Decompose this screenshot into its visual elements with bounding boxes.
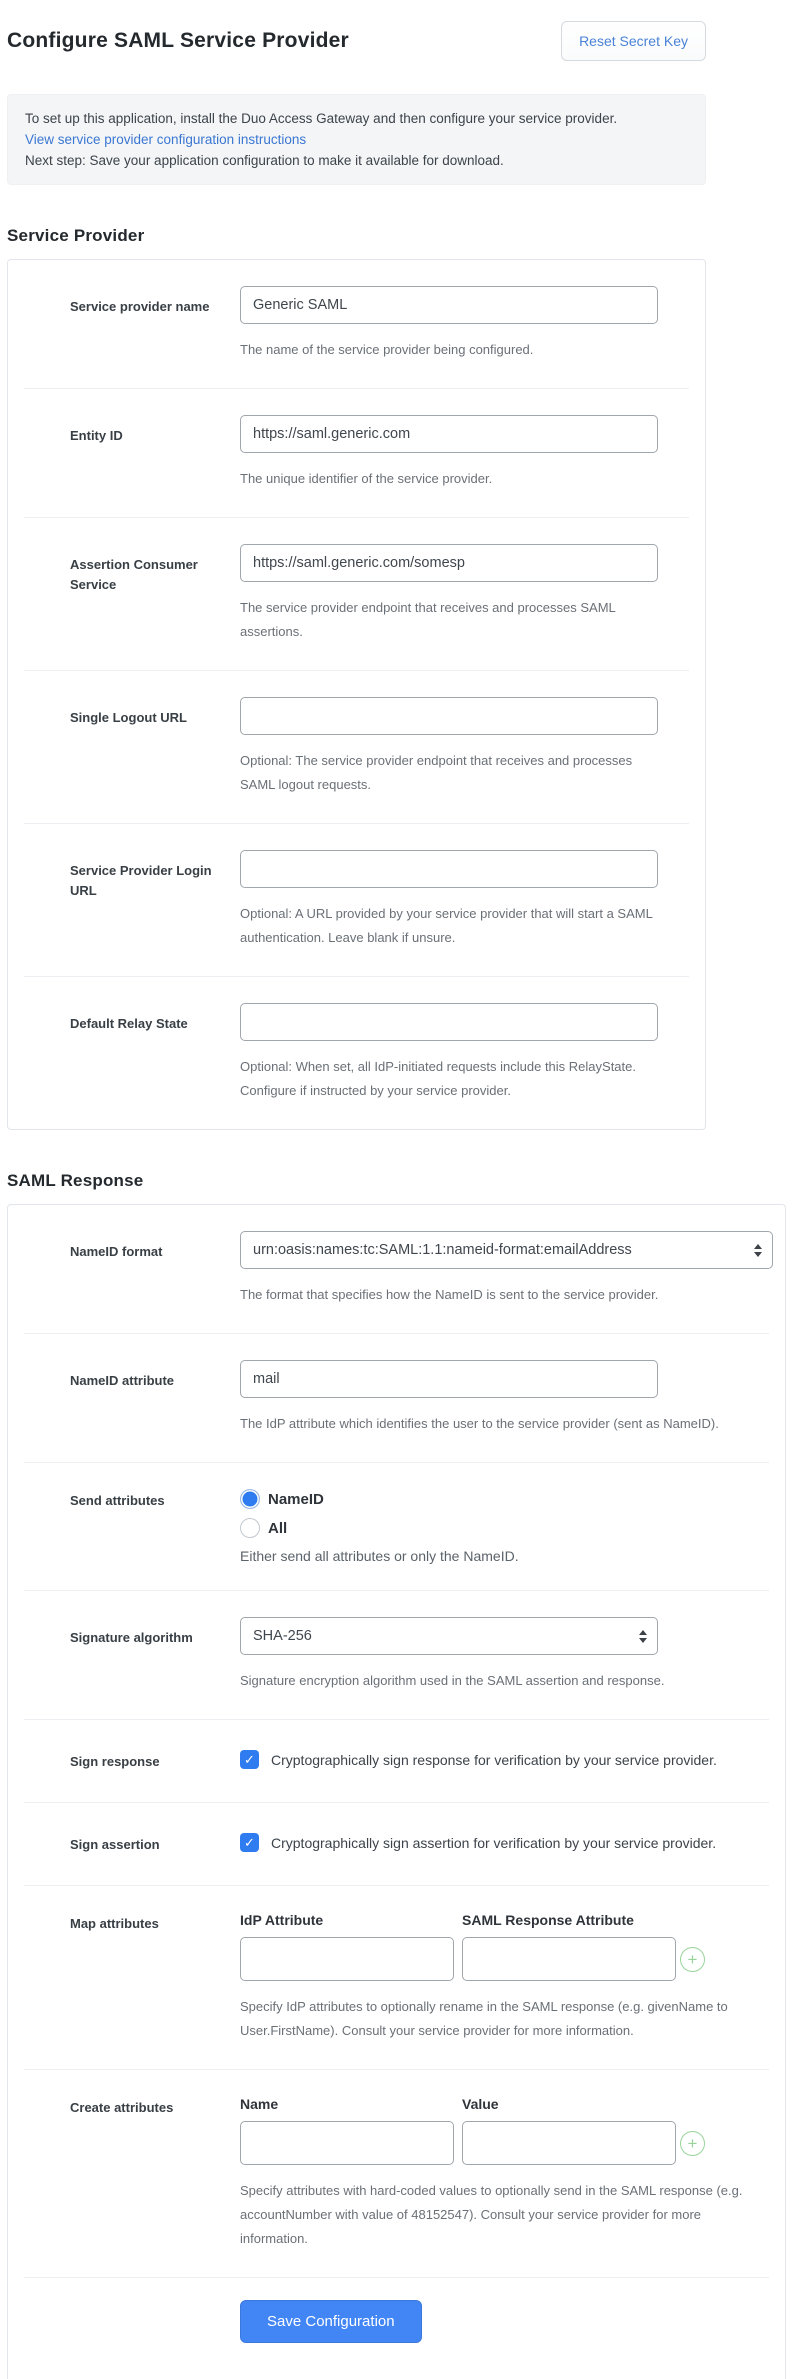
- field-row-sign-assertion: [24, 1803, 769, 1886]
- select-up-down-icon: [639, 1630, 647, 1643]
- check-icon: ✓: [244, 1834, 255, 1850]
- nameid-format-help: The format that specifies how the NameID is sent to the service provider.: [240, 1287, 659, 1302]
- view-instructions-link[interactable]: View service provider configuration instructions: [25, 132, 307, 147]
- signature-algorithm-label: Signature algorithm: [70, 1630, 193, 1645]
- page-header: [7, 21, 706, 61]
- saml-response-card: [7, 1204, 786, 2379]
- field-row-entity-id: [24, 389, 689, 518]
- service-provider-login-url-label: Service Provider Login URL: [70, 863, 212, 899]
- field-row-service-provider-login-url: [24, 824, 689, 977]
- send-attributes-option-all[interactable]: [240, 1518, 769, 1538]
- map-attributes-col1-header: IdP Attribute: [240, 1912, 324, 1929]
- sign-response-checkbox[interactable]: [240, 1750, 259, 1769]
- plus-icon: +: [687, 2133, 698, 2153]
- info-line-2: Next step: Save your application configuration to make it available for download.: [25, 153, 504, 168]
- create-attributes-value-input[interactable]: [462, 2121, 676, 2165]
- create-attributes-name-input[interactable]: [240, 2121, 454, 2165]
- send-attributes-option-nameid[interactable]: [240, 1489, 769, 1509]
- check-icon: ✓: [244, 1751, 255, 1767]
- nameid-attribute-input[interactable]: [240, 1360, 658, 1398]
- save-row: [24, 2278, 769, 2379]
- radio-selected-icon[interactable]: [240, 1489, 260, 1509]
- service-provider-login-url-input[interactable]: [240, 850, 658, 888]
- map-attributes-saml-input[interactable]: [462, 1937, 676, 1981]
- info-line-1: To set up this application, install the Duo Access Gateway and then configure your service provider.: [25, 111, 618, 126]
- save-configuration-button[interactable]: Save Configuration: [240, 2300, 422, 2343]
- nameid-format-label: NameID format: [70, 1244, 163, 1259]
- service-provider-card: [7, 259, 706, 1130]
- sign-assertion-checkbox[interactable]: [240, 1833, 259, 1852]
- field-row-service-provider-name: [24, 260, 689, 389]
- saml-config-page: [0, 21, 793, 2379]
- service-provider-heading: Service Provider: [7, 226, 145, 245]
- field-row-map-attributes: [24, 1886, 769, 2070]
- field-row-nameid-format: [24, 1205, 769, 1334]
- nameid-format-select[interactable]: [240, 1231, 773, 1269]
- create-attributes-help: Specify attributes with hard-coded values to optionally send in the SAML response (e.g. accountNumber with value of 48152547). Consult your service provider for more information.: [240, 2183, 743, 2247]
- plus-icon: +: [687, 1949, 698, 1969]
- field-row-sign-response: [24, 1720, 769, 1803]
- single-logout-url-help: Optional: The service provider endpoint that receives and processes SAML logout requests.: [240, 753, 633, 792]
- add-create-attribute-button[interactable]: [680, 2131, 705, 2156]
- nameid-attribute-help: The IdP attribute which identifies the user to the service provider (sent as NameID).: [240, 1416, 719, 1431]
- field-row-assertion-consumer-service: [24, 518, 689, 671]
- map-attributes-idp-input[interactable]: [240, 1937, 454, 1981]
- sign-response-label: Sign response: [70, 1754, 160, 1769]
- sign-response-text: Cryptographically sign response for verification by your service provider.: [271, 1751, 717, 1768]
- setup-info-box: [7, 94, 706, 185]
- sign-assertion-label: Sign assertion: [70, 1837, 160, 1853]
- field-row-signature-algorithm: [24, 1591, 769, 1720]
- assertion-consumer-service-input[interactable]: [240, 544, 658, 582]
- nameid-attribute-label: NameID attribute: [70, 1373, 175, 1388]
- select-up-down-icon: [754, 1244, 762, 1257]
- radio-option-label: NameID: [268, 1490, 324, 1508]
- service-provider-name-label: Service provider name: [70, 299, 210, 314]
- send-attributes-help: Either send all attributes or only the NameID.: [240, 1548, 519, 1564]
- default-relay-state-help: Optional: When set, all IdP-initiated requests include this RelayState. Configure if instructed by your service provider.: [240, 1059, 636, 1098]
- radio-unselected-icon[interactable]: [240, 1518, 260, 1538]
- create-attributes-col2-header: Value: [462, 2096, 499, 2113]
- reset-secret-key-button[interactable]: Reset Secret Key: [561, 21, 706, 61]
- create-attributes-label: Create attributes: [70, 2100, 174, 2116]
- create-attributes-col1-header: Name: [240, 2096, 279, 2113]
- assertion-consumer-service-help: The service provider endpoint that receives and processes SAML assertions.: [240, 600, 616, 639]
- send-attributes-label: Send attributes: [70, 1493, 165, 1508]
- map-attributes-label: Map attributes: [70, 1916, 159, 1932]
- field-row-nameid-attribute: [24, 1334, 769, 1463]
- signature-algorithm-selected-value: SHA-256: [253, 1628, 312, 1644]
- field-row-send-attributes: [24, 1463, 769, 1591]
- entity-id-label: Entity ID: [70, 428, 123, 443]
- saml-response-heading: SAML Response: [7, 1171, 144, 1190]
- service-provider-name-input[interactable]: [240, 286, 658, 324]
- add-map-attribute-button[interactable]: [680, 1947, 705, 1972]
- service-provider-name-help: The name of the service provider being configured.: [240, 342, 534, 357]
- single-logout-url-label: Single Logout URL: [70, 710, 187, 725]
- signature-algorithm-select[interactable]: [240, 1617, 658, 1655]
- map-attributes-help: Specify IdP attributes to optionally rename in the SAML response (e.g. givenName to User.FirstName). Consult your service provider for more information.: [240, 1999, 728, 2039]
- default-relay-state-label: Default Relay State: [70, 1016, 188, 1031]
- field-row-single-logout-url: [24, 671, 689, 824]
- signature-algorithm-help: Signature encryption algorithm used in the SAML assertion and response.: [240, 1673, 665, 1688]
- service-provider-login-url-help: Optional: A URL provided by your service provider that will start a SAML authentication. Leave blank if unsure.: [240, 906, 653, 945]
- default-relay-state-input[interactable]: [240, 1003, 658, 1041]
- entity-id-help: The unique identifier of the service provider.: [240, 471, 493, 486]
- entity-id-input[interactable]: [240, 415, 658, 453]
- field-row-default-relay-state: [24, 977, 689, 1129]
- field-row-create-attributes: [24, 2070, 769, 2278]
- radio-option-label: All: [268, 1519, 288, 1537]
- sign-assertion-text: Cryptographically sign assertion for verification by your service provider.: [271, 1834, 717, 1851]
- assertion-consumer-service-label: Assertion Consumer Service: [70, 557, 198, 593]
- single-logout-url-input[interactable]: [240, 697, 658, 735]
- map-attributes-col2-header: SAML Response Attribute: [462, 1912, 634, 1929]
- nameid-format-selected-value: urn:oasis:names:tc:SAML:1.1:nameid-format:emailAddress: [253, 1242, 632, 1258]
- page-title: Configure SAML Service Provider: [7, 29, 349, 52]
